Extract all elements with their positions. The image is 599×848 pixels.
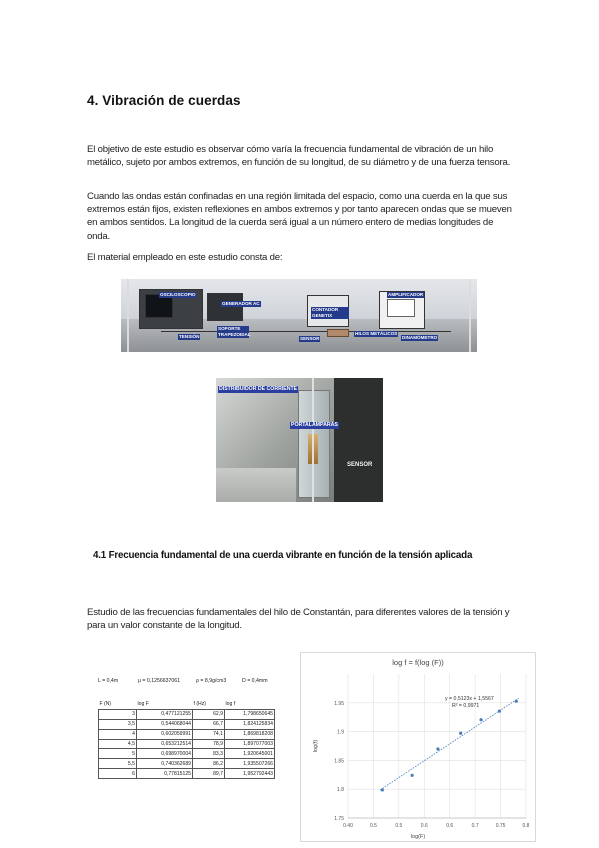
param-diameter: D = 0,4mm [242, 678, 268, 684]
table-cell: 86,2 [193, 759, 225, 769]
table-cell: 0,653212514 [137, 739, 193, 749]
table-cell: 5 [99, 749, 137, 759]
label-amplificador: AMPLIFICADOR [388, 292, 424, 297]
table-cell: 1,824125834 [225, 719, 275, 729]
table-cell: 1,920645001 [225, 749, 275, 759]
subsection-number: 4.1 [93, 550, 107, 561]
col-frequency: f (Hz) [193, 700, 225, 709]
param-density: ρ = 8,9g/cm3 [196, 678, 227, 684]
table-cell: 89,7 [193, 769, 225, 779]
x-tick-label: 0.8 [522, 823, 530, 829]
lab-bench-photo [121, 279, 477, 352]
table-cell: 1,935507266 [225, 759, 275, 769]
data-point [459, 732, 462, 735]
label-tension: TENSIÓN [179, 334, 200, 339]
y-tick-label: 1.9 [337, 729, 344, 736]
table-cell: 6 [99, 769, 137, 779]
y-tick-label: 1.75 [334, 816, 344, 822]
x-tick-label: 0.7 [471, 823, 479, 829]
table-cell: 3,5 [99, 719, 137, 729]
table-row [99, 749, 275, 759]
table-row [99, 709, 275, 719]
col-logf-force: log F [137, 700, 193, 709]
label-oscilloscope: OSCILOSCOPIO [160, 292, 196, 297]
col-force: F (N) [99, 700, 137, 709]
table-cell: 0,698970004 [137, 749, 193, 759]
data-grid [98, 700, 275, 779]
table-cell: 0,477121255 [137, 709, 193, 719]
table-cell: 5,5 [99, 759, 137, 769]
y-tick-label: 1.95 [334, 700, 344, 707]
x-tick-label: 0.5 [369, 823, 377, 829]
table-cell: 3 [99, 709, 137, 719]
table-cell: 1,798650645 [225, 709, 275, 719]
table-cell: 0,77815125 [137, 769, 193, 779]
table-cell: 4,5 [99, 739, 137, 749]
param-length: L = 0,4m [98, 678, 119, 684]
table-row [99, 769, 275, 779]
data-point [498, 710, 501, 713]
table-cell: 0,740362689 [137, 759, 193, 769]
table-cell: 1,897077003 [225, 739, 275, 749]
table-row [99, 729, 275, 739]
paragraph-objective: El objetivo de este estudio es observar cómo varía la frecuencia fundamental de vibración de un hilo metálico, sujeto por ambos extremos, en función de su longitud, de su diámetro y de una fuerza tensora. [87, 144, 511, 169]
data-point [515, 700, 518, 703]
table-row [99, 759, 275, 769]
label-portalamparas: PORTALÁMPARAS [291, 422, 338, 428]
x-tick-label: 0.6 [446, 823, 454, 829]
log-chart [300, 652, 536, 842]
chart-svg [300, 652, 536, 842]
paragraph-waves: Cuando las ondas están confinadas en una región limitada del espacio, como una cuerda en la que sus extremos están fijos, existen reflexiones en ambos extremos y por tanto aparecen ondas que se mueven en ambos sentidos. La longitud de la cuerda será igual a un número entero de medias longitudes de onda. [87, 191, 512, 242]
label-dinamometro: DINAMÓMETRO [402, 335, 438, 340]
table-header-row [99, 700, 275, 709]
table-cell: 0,544068044 [137, 719, 193, 729]
chart-xlabel: log(F) [410, 834, 426, 840]
data-point [411, 774, 414, 777]
label-hilos: HILOS METÁLICOS [355, 331, 398, 336]
chart-r2: R² = 0,9971 [452, 703, 480, 709]
label-sensor-photo: SENSOR [347, 462, 373, 468]
col-logf: log f [225, 700, 275, 709]
label-distribuidor: DISTRIBUIDOR DE CORRIENTE [219, 386, 298, 392]
table-row [99, 739, 275, 749]
y-tick-label: 1.85 [334, 758, 344, 765]
data-point [436, 747, 439, 750]
table-cell: 78,9 [193, 739, 225, 749]
label-soporte: SOPORTE TRAPEZOIDAL [218, 326, 251, 337]
table-row [99, 719, 275, 729]
table-cell: 1,869818208 [225, 729, 275, 739]
param-mu: μ = 0,1256637061 [138, 678, 181, 684]
data-point [381, 788, 384, 791]
table-cell: 66,7 [193, 719, 225, 729]
table-cell: 4 [99, 729, 137, 739]
y-tick-label: 1.8 [337, 787, 344, 794]
x-tick-label: 0.6 [420, 823, 428, 829]
paragraph-constantan: Estudio de las frecuencias fundamentales del hilo de Constantán, para diferentes valores de la tensión y para un valor constante de la longitud. [87, 607, 510, 632]
label-contador: CONTADOR GENETIX [311, 307, 349, 319]
chart-ylabel: log(f) [313, 739, 319, 753]
table-cell: 62,9 [193, 709, 225, 719]
x-tick-label: 0.75 [495, 823, 506, 829]
table-cell: 1,952792443 [225, 769, 275, 779]
chart-equation: y = 0,5123x + 1,5567 [445, 696, 494, 702]
table-cell: 0,602059991 [137, 729, 193, 739]
x-tick-label: 0.5 [395, 823, 403, 829]
subsection-title-text: Frecuencia fundamental de una cuerda vibrante en función de la tensión aplicada [108, 550, 473, 561]
data-point [479, 718, 482, 721]
section-title: 4. Vibración de cuerdas [87, 93, 241, 108]
label-sensor: SENSOR [300, 336, 320, 341]
paragraph-material: El material empleado en este estudio consta de: [87, 252, 283, 263]
table-cell: 74,1 [193, 729, 225, 739]
table-parameters [98, 676, 278, 686]
subsection-title [87, 549, 517, 563]
x-tick-label: 0.40 [343, 823, 353, 829]
chart-title: log f = f(log (F)) [392, 658, 444, 667]
label-generator: GENERADOR AC [222, 301, 260, 306]
sensor-photo [216, 378, 383, 502]
table-cell: 83,3 [193, 749, 225, 759]
